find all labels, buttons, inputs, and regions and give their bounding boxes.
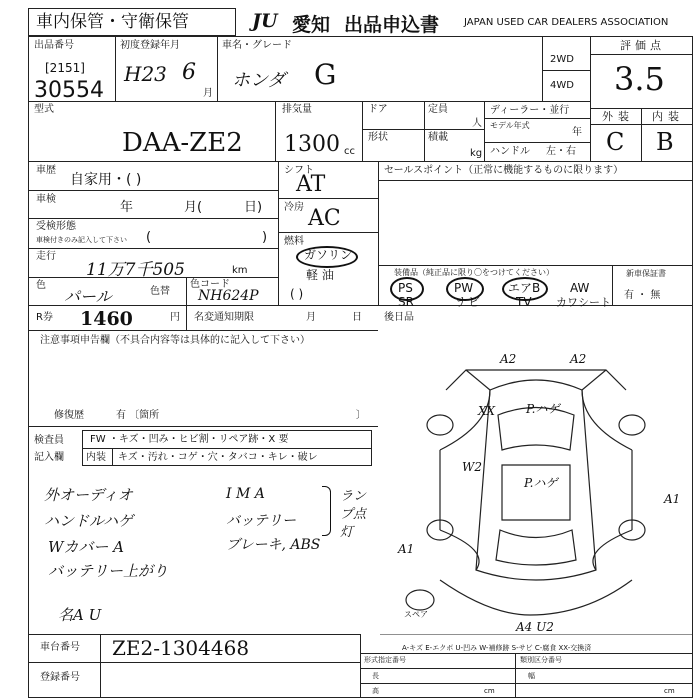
- note-left-1: 外オーディオ: [44, 486, 133, 504]
- ac-label: 冷房: [284, 202, 304, 213]
- width-label: 幅: [528, 672, 535, 680]
- score-label: 評価点: [620, 39, 665, 52]
- diagram-mark-a2-right: A2: [570, 352, 587, 366]
- inspection-day: 日): [244, 200, 263, 215]
- capacity-label: 定員: [428, 104, 448, 115]
- divider: [515, 653, 516, 698]
- equip-label: 装備品（純正品に限り〇をつけてください）: [394, 268, 554, 277]
- drive-2wd: 2WD: [550, 54, 574, 65]
- association-name: JAPAN USED CAR DEALERS ASSOCIATION: [464, 17, 669, 28]
- r-label: R券: [36, 312, 53, 323]
- r-value: 1460: [80, 308, 133, 330]
- fuel-other: ( ): [290, 287, 304, 301]
- cm-unit-1: cm: [484, 687, 495, 695]
- diagram-mark-a1-right: A1: [664, 492, 681, 506]
- registrant-label: 後日品: [384, 312, 414, 323]
- first-reg-label: 初度登録年月: [120, 40, 180, 51]
- mileage-value: 11万7千505: [86, 260, 185, 280]
- inspection-year: 年: [120, 200, 134, 215]
- int-label: 内装: [652, 110, 684, 123]
- color-value: パール: [64, 287, 112, 306]
- reception-note: 車検付きのみ記入して下さい: [36, 236, 127, 244]
- drive-4wd: 4WD: [550, 80, 574, 91]
- equip-item-sr: SR: [398, 295, 414, 309]
- repair-label: 修復歴: [54, 410, 84, 421]
- org-name: 愛知: [292, 14, 331, 36]
- shape-label: 形状: [368, 132, 388, 143]
- divider: [542, 70, 590, 71]
- color-label: 色: [36, 280, 46, 291]
- yen-unit: 円: [170, 312, 180, 323]
- diagram-mark-w2: W2: [462, 460, 482, 474]
- make-label: 車名・グレード: [222, 40, 292, 51]
- notice-label: 名変通知期限: [194, 312, 254, 323]
- fuel-gasoline: ガソリン: [304, 248, 353, 262]
- divider: [100, 634, 101, 698]
- model-value: DAA-ZE2: [122, 128, 243, 158]
- equip-item-leather: カワシート: [556, 296, 611, 309]
- equip-item-airbag: エアB: [508, 281, 541, 295]
- record-label: 記入欄: [34, 452, 64, 463]
- divider: [28, 426, 378, 427]
- cm-unit-2: cm: [664, 687, 675, 695]
- handle-options: 左・右: [546, 146, 576, 157]
- note-mid-2: バッテリー: [226, 513, 296, 529]
- diagram-mark-a4-u2: A4 U2: [516, 620, 554, 634]
- model-year-label: モデル年式: [490, 121, 530, 130]
- fuel-label: 燃料: [284, 236, 304, 247]
- lot-number: 30554: [34, 78, 104, 103]
- lot-bracket: [2151]: [45, 61, 85, 75]
- divider: [112, 448, 113, 466]
- notes-label: 注意事項申告欄（不具合内容等は具体的に記入して下さい）: [40, 335, 310, 346]
- person-unit: 人: [472, 118, 482, 129]
- divider: [28, 101, 590, 102]
- note-left-3: Wカバー A: [48, 538, 125, 556]
- note-left-5: 名A U: [58, 606, 102, 624]
- exterior-codes: FW ・キズ・凹み・ヒビ割・リペア跡・X 要: [90, 434, 289, 445]
- grade-value: G: [314, 58, 337, 91]
- int-value: B: [656, 128, 674, 156]
- divider: [278, 161, 279, 305]
- divider: [362, 101, 363, 161]
- divider: [484, 101, 485, 161]
- door-label: ドア: [368, 104, 388, 115]
- divider: [590, 54, 693, 55]
- inspector-label: 検査員: [34, 435, 64, 446]
- diagram-mark-a1-left: A1: [398, 542, 415, 556]
- divider: [360, 668, 693, 669]
- divider: [186, 305, 187, 330]
- chassis-label: 車台番号: [40, 642, 80, 653]
- length-label: 長: [372, 672, 379, 680]
- note-bracket: [322, 486, 331, 536]
- cc-unit: cc: [344, 146, 355, 157]
- history-value: 自家用・( ): [70, 172, 142, 188]
- kg-unit: kg: [470, 148, 483, 159]
- ac-value: AC: [308, 206, 341, 231]
- form-label-1: 形式指定番号: [364, 656, 406, 664]
- divider: [28, 662, 360, 663]
- diagram-mark-p-hage-2: P.ハゲ: [524, 476, 558, 490]
- divider: [28, 330, 378, 331]
- divider: [278, 232, 378, 233]
- divider: [612, 265, 613, 305]
- note-mid-3: ブレーキ, ABS: [226, 537, 321, 553]
- dealer-label: ディーラー・並行: [490, 105, 570, 116]
- handle-label: ハンドル: [490, 146, 530, 157]
- divider: [28, 190, 278, 191]
- note-mid-1: I M A: [226, 486, 265, 502]
- equip-item-tv: TV: [516, 295, 532, 309]
- lot-label: 出品番号: [34, 40, 74, 51]
- lamp-note: ランプ点灯: [340, 489, 367, 540]
- equip-pw-circle: [446, 277, 484, 301]
- inspection-label: 車検: [36, 194, 56, 205]
- divider: [542, 36, 543, 101]
- displacement-label: 排気量: [282, 104, 312, 115]
- divider: [217, 36, 218, 101]
- shift-value: AT: [296, 172, 326, 197]
- divider: [28, 248, 278, 249]
- month-unit: 月: [203, 88, 213, 99]
- divider: [28, 161, 693, 162]
- divider: [278, 198, 378, 199]
- km-unit: km: [232, 265, 248, 276]
- diagram-mark-xx: XX: [478, 404, 496, 418]
- reception-paren-open: (: [146, 230, 152, 245]
- divider: [360, 683, 693, 684]
- divider: [275, 101, 276, 161]
- year-unit: 年: [572, 127, 582, 138]
- sales-label: セールスポイント（正常に機能するものに限ります）: [384, 165, 624, 176]
- diagram-legend: A-キズ E-エクボ U-凹み W-補修跡 S-サビ C-腐食 XX-交換済: [402, 644, 592, 652]
- color-code-value: NH624P: [198, 288, 259, 304]
- first-reg-month: 6: [182, 60, 196, 85]
- history-label: 車歴: [36, 165, 56, 176]
- fuel-diesel: 軽 油: [306, 268, 334, 282]
- divider: [378, 265, 693, 266]
- reg-label: 登録番号: [40, 672, 80, 683]
- interior-tag: 内装: [86, 452, 106, 463]
- make-value: ホンダ: [232, 70, 286, 91]
- shift-label: シフト: [284, 165, 314, 176]
- divider: [484, 142, 590, 143]
- equip-airbag-circle: [502, 277, 548, 301]
- color-change-label: 色替: [150, 286, 170, 297]
- interior-codes: キズ・汚れ・コゲ・穴・タバコ・キレ・破レ: [118, 452, 318, 463]
- diagram-mark-spare: スペア: [404, 610, 428, 619]
- divider: [641, 108, 642, 161]
- equip-item-navi: ナビ: [456, 295, 481, 309]
- divider: [378, 161, 379, 305]
- notice-month: 月: [306, 312, 316, 323]
- diagram-mark-a2-left: A2: [500, 352, 517, 366]
- equip-item-aw: AW: [570, 281, 590, 295]
- chassis-value: ZE2-1304468: [112, 636, 250, 660]
- divider: [82, 448, 372, 449]
- form-label-2: 類別区分番号: [520, 656, 562, 664]
- divider: [424, 101, 425, 161]
- inspection-month: 月(: [184, 200, 203, 215]
- load-label: 積載: [428, 132, 448, 143]
- repair-close: 〕: [356, 410, 366, 421]
- sheet-title: 出品申込書: [344, 14, 440, 36]
- warranty-options: 有 ・ 無: [624, 290, 661, 301]
- divider: [378, 180, 693, 181]
- divider: [590, 124, 693, 125]
- notice-day: 日: [352, 312, 362, 323]
- score-value: 3.5: [614, 60, 665, 98]
- storage-label: 車内保管・守衛保管: [36, 12, 189, 32]
- divider: [28, 218, 278, 219]
- reception-label: 受検形態: [36, 221, 76, 232]
- note-left-2: ハンドルハゲ: [44, 512, 133, 530]
- divider: [186, 277, 187, 305]
- model-label: 型式: [34, 104, 54, 115]
- new-warranty-label: 新車保証書: [626, 269, 666, 278]
- equip-item-ps: PS: [398, 281, 413, 295]
- reception-paren-close: ): [262, 230, 268, 245]
- ju-logo-text: JU: [252, 10, 278, 32]
- divider: [28, 634, 360, 635]
- ext-label: 外装: [602, 110, 634, 123]
- equip-item-pw: PW: [454, 281, 474, 295]
- height-label: 高: [372, 687, 379, 695]
- ext-value: C: [606, 128, 625, 156]
- divider: [362, 129, 484, 130]
- note-left-4: バッテリー上がり: [48, 562, 169, 580]
- first-reg-year: H23: [124, 62, 167, 86]
- mileage-label: 走行: [36, 251, 56, 262]
- diagram-mark-p-hage-1: P.ハゲ: [526, 402, 560, 416]
- repair-value: 有 〔箇所: [116, 410, 160, 421]
- divider: [484, 118, 590, 119]
- equip-ps-circle: [390, 277, 424, 301]
- color-code-label: 色コード: [190, 279, 230, 290]
- displacement-value: 1300: [284, 132, 340, 157]
- divider: [115, 36, 116, 101]
